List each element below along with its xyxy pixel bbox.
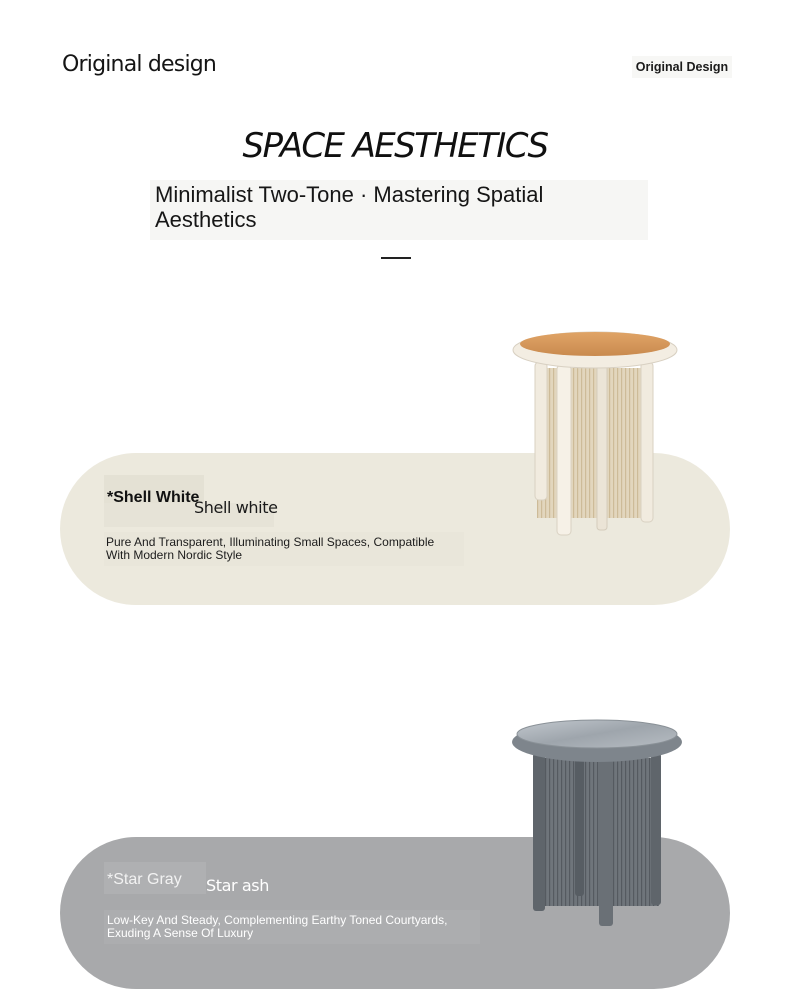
product-name: *Shell White (107, 489, 200, 506)
table-rope-panel (537, 758, 659, 906)
hero-subtitle: Minimalist Two-Tone · Mastering Spatial Aesthetics (155, 182, 544, 232)
hero-title: SPACE AESTHETICS (242, 126, 548, 166)
table-leg (599, 756, 613, 926)
brand-logo: Original design (62, 52, 217, 77)
table-leg (575, 756, 584, 896)
table-top-stone (517, 720, 677, 748)
product-description: Low-Key And Steady, Complementing Earthy Toned Courtyards, Exuding A Sense Of Luxury (107, 913, 448, 940)
star-gray-side-table-image (505, 708, 690, 933)
product-name: *Star Gray (107, 871, 182, 888)
table-leg (535, 362, 547, 500)
table-leg (597, 365, 607, 530)
table-top-wood (520, 332, 670, 356)
table-leg (651, 753, 661, 905)
brand-tag: Original Design (632, 56, 732, 78)
product-description: Pure And Transparent, Illuminating Small Spaces, Compatible With Modern Nordic Style (106, 535, 435, 562)
product-alt-name: Star ash (206, 876, 269, 895)
shell-white-side-table-image (505, 320, 685, 540)
table-leg (641, 362, 653, 522)
product-alt-name: Shell white (194, 498, 278, 517)
table-leg (557, 365, 571, 535)
table-leg (533, 753, 545, 911)
table-rope-panel (537, 368, 647, 518)
hero-divider (381, 257, 411, 259)
